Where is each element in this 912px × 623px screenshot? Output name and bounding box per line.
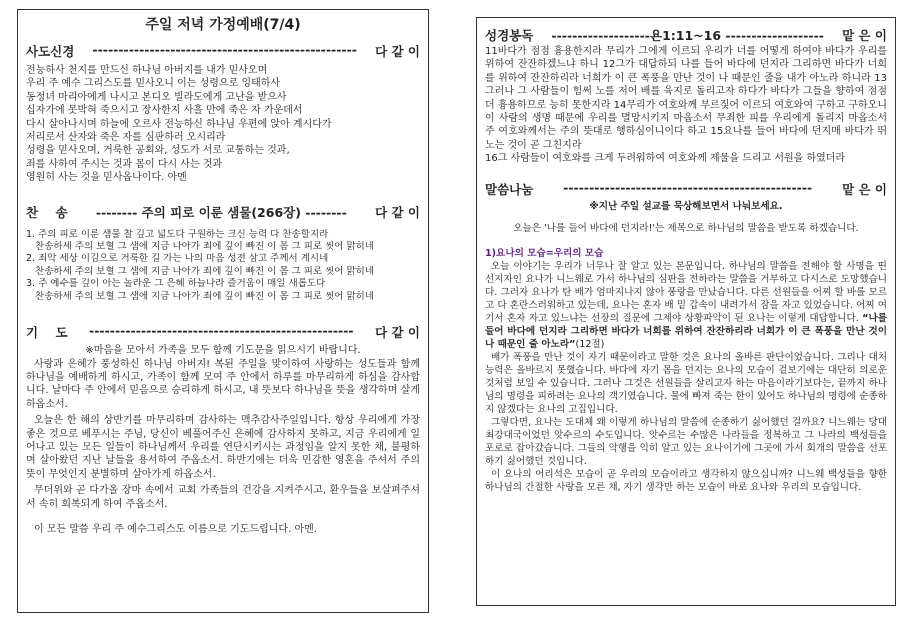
hymn-heading: [18, 203, 428, 221]
sermon-label: 말씀나눔: [485, 181, 534, 197]
prayer-dashes: ---------------------------------------------------: [89, 323, 354, 339]
hymn-line: 3. 주 예수를 깊이 아는 놀라운 그 은혜 하늘나라 즐거움이 매일 새롭도다: [26, 278, 326, 290]
creed-text: [18, 64, 428, 185]
hymn-line: 2. 죄악 세상 이김으로 거룩한 길 가는 나의 마음 성전 삼고 주께서 계시네: [26, 253, 329, 265]
creed-label: 사도신경: [26, 44, 75, 59]
reading-text: [477, 45, 895, 166]
hymn-line: 찬송하세 주의 보혈 그 샘에 지금 나아가 죄에 깊이 빠진 이 몸 그 피로 씻어 맑히네: [26, 241, 375, 253]
hymn-lyrics: [18, 229, 428, 303]
sermon-text: [477, 200, 895, 494]
sermon-paragraph: 이 요나의 어리석은 모습이 곧 우리의 모습이라고 생각하지 않으십니까? 니느웨 백성들을 향한 하나님의 간절한 사랑을 모른 채, 자기 생각만 하는 모습이 바로 요나와 우리의 모습입니다.: [485, 468, 887, 493]
hymn-label: 찬 송: [26, 204, 68, 220]
hymn-line: 찬송하세 주의 보혈 그 샘에 지금 나아가 죄에 깊이 빠진 이 몸 그 피로 씻어 맑히네: [26, 265, 375, 277]
reading-paragraph: 11바다가 점점 흉용한지라 무리가 그에게 이르되 우리가 너를 어떻게 하여야 바다가 우리를 위하여 잔잔하겠느냐 하니 12그가 대답하되 나를 들어 바다에 던지라 그리하면 바다가 너희를 위하여 잔잔하리라 너희가 이 큰 폭풍을 만난 것이 나 때문인 줄을 내가 아노라 하니라 13그러나 그 사람들이 힘써 노를 저어 배를 육지로 돌리고자 하다가 바다가 그들을 향하여 점점 더 흉용하므로 능히 못한지라 14무리가 여호와께 부르짖어 이르되 여호와여 구하고 구하오니 이 사람의 생명 때문에 우리를 멸망시키지 마옵소서 무죄한 피를 우리에게 돌리지 마옵소서 주 여호와께서는 주의 뜻대로 행하심이니이다 하고 15요나를 들어 바다에 던지매 바다가 뛰노는 것이 곧 그친지라: [485, 46, 887, 151]
creed-line: 전능하사 천지를 만드신 하나님 아버지를 내가 믿사오며: [26, 65, 268, 76]
sermon-paragraph: 배가 폭풍을 만난 것이 자기 때문이라고 말한 것은 요나의 올바른 판단이었습니다. 그리나 대처능력은 올바르지 못했습니다. 바다에 자기 몸을 던지는 요나의 모습이 겉보기에는 대단히 의로운 것처럼 보일 수 있습니다. 그러나 그것은 선원들을 살리고자 하는 마음이라기보다는, 끝까지 하나님의 명령을 피하려는 요나의 객기였습니다. 물에 빠져 죽는 한이 있어도 하나님의 명령에 순종하지 않겠다는 요나의 고집입니다.: [485, 351, 887, 415]
prayer-label: 기 도: [26, 325, 68, 341]
right-page: [476, 17, 896, 606]
creed-line: 저리로서 산자와 죽은 자를 심판하러 오시리라: [26, 132, 226, 144]
hymn-line: 찬송하세 주의 보혈 그 샘에 지금 나아가 죄에 깊이 빠진 이 몸 그 피로 씻어 맑히네: [26, 290, 375, 302]
reading-label: 성경봉독: [485, 28, 534, 43]
creed-line: 다시 살아나시며 하늘에 오르사 전능하신 하나님 우편에 앉아 계시다가: [26, 118, 332, 130]
creed-line: 동정녀 마리아에게 나시고 본디오 빌라도에게 고난을 받으사: [26, 91, 287, 103]
sermon-paragraph-text: 오늘 이야기는 우리가 너무나 잘 알고 있는 본문입니다. 하나님의 말씀을 전해야 할 사명을 띤 선지자인 요나가 니느웨로 가서 하나님의 심판을 전하라는 말씀을 거부하고 다시스로 도망했습니다. 그러자 요나가 탄 배가 엄마지나지 않아 풍랑을 만났습니다. 다른 선원들을 어찌 할 바를 모르고 다 혼란스러워하고 있는데, 요나는 혼자 배 밑 갑속이 내려가서 잠을 자고 있었습니다. 어찌 여기서 혼자 자고 있느냐는 선장의 질문에 그제야 상황파악이 된 요나는 이렇게 대답합니다.: [485, 260, 887, 324]
prayer-closing: 이 모든 말씀 우리 주 예수그리스도 이름으로 기도드립니다. 아멘.: [34, 523, 317, 535]
hymn-tag: 다 같 이: [375, 204, 420, 220]
reading-heading: [477, 26, 895, 44]
creed-line: 성령을 믿사오며, 거룩한 공회와, 성도가 서로 교통하는 것과,: [26, 145, 290, 157]
prayer-note: ※마음을 모아서 가족을 모두 함께 기도문을 읽으시기 바랍니다.: [85, 345, 361, 357]
creed-line: 십자가에 못박혀 죽으시고 장사한지 사흘 만에 죽은 자 가운데서: [26, 105, 303, 117]
hymn-line: 1. 주의 피로 이룬 샘물 찰 깊고 넓도다 구원하는 크신 능력 다 찬송할지라: [26, 228, 329, 240]
creed-line: 영원히 사는 것을 믿사옵나이다. 아멘: [26, 172, 187, 184]
sermon-note: ※지난 주일 설교를 묵상해보면서 나눠보세요.: [589, 200, 783, 212]
sermon-quote: “나를 들어 바다에 던지라 그리하면 바다가 너희를 위하여 잔잔하리라 너희가 이 큰 폭풍을 만난 것이 나 때문인 줄 아노라”: [485, 312, 887, 350]
sermon-paragraph: [485, 260, 887, 351]
sermon-dashes: ------------------------------------------------: [563, 179, 813, 195]
reading-tag: 맡 은 이: [842, 28, 887, 43]
sermon-tag: 맡 은 이: [842, 181, 887, 197]
sermon-verse: (12절): [575, 338, 605, 350]
creed-tag: 다 같 이: [375, 44, 420, 59]
left-page: [17, 9, 429, 613]
sermon-heading: [477, 180, 895, 198]
prayer-paragraph: 사랑과 은혜가 풍성하신 하나님 아버지! 복된 주일을 맞이하여 사랑하는 성도들과 함께 하나님을 예배하게 하시고, 가족이 함께 모여 주 안에서 하루를 마무리하게 하심을 감사합니다. 날마다 주 안에서 믿음으로 승리하게 하시고, 내 뜻보다 하나님을 뜻을 생각하며 살게 하옵소서.: [26, 358, 420, 410]
prayer-tag: 다 같 이: [375, 325, 420, 341]
sermon-subheading: 1)요나의 모습=우리의 모습: [485, 247, 604, 259]
prayer-paragraph: 무더위와 곧 다가올 장마 속에서 교회 가족들의 건강을 지켜주시고, 환우들을 보살펴주셔서 속히 회복되게 하여 주옵소서.: [26, 485, 420, 510]
prayer-heading: [18, 323, 428, 341]
hymn-title: -------- 주의 피로 이룬 샘물(266장) --------: [95, 204, 347, 220]
creed-dashes: ---------------------------------------------------: [92, 42, 357, 57]
prayer-paragraph: 오늘은 한 해의 상반기를 마무리하며 감사하는 맥추감사주일입니다. 항상 우리에게 가장 좋은 것으로 베푸시는 주님, 당신이 베풀어주신 은혜에 감사하지 못하고, 지금 우리에게 일어나고 있는 모든 일들이 하나님께서 우리를 연단시키시는 과정임을 알지 못한 채, 불평하며 살아왔던 지난 날들을 용서하여 주옵소서. 하반기에는 더욱 민감한 영혼을 주셔서 주의 뜻이 무엇인지 분별하며 살아가게 하옵소서.: [26, 415, 420, 480]
reading-reference: -------------------욘1:11~16 -------------------: [551, 28, 824, 43]
page-title: 주일 저녁 가정예배(7/4): [145, 17, 301, 33]
sermon-intro: 오늘은 '나를 들어 바다에 던지라!'는 제목으로 하나님의 말씀을 받도록 하겠습니다.: [513, 222, 859, 234]
creed-heading: [18, 42, 428, 60]
reading-paragraph: 16그 사람들이 여호와를 크게 두려워하여 여호와께 제물을 드리고 서원을 하였더라: [485, 153, 846, 165]
creed-line: 우리 주 예수 그리스도를 믿사오니 이는 성령으로 잉태하사: [26, 78, 281, 90]
sermon-paragraph: 그렇다면, 요나는 도대체 왜 이렇게 하나님의 말씀에 순종하기 싫어했던 걸까요? 니느웨는 당대 최강대국이었던 앗수르의 수도입니다. 앗수르는 수많은 나라들을 정복하고 그 나라의 백성들을 포로로 잡아갔습니다. 그들의 악행을 익히 알고 있는 요나이기에 그곳에 가서 회개의 말씀을 선포하기 싫어했던 것입니다.: [485, 416, 887, 467]
creed-line: 죄를 사하여 주시는 것과 몸이 다시 사는 것과: [26, 158, 223, 170]
prayer-text: [18, 344, 428, 536]
